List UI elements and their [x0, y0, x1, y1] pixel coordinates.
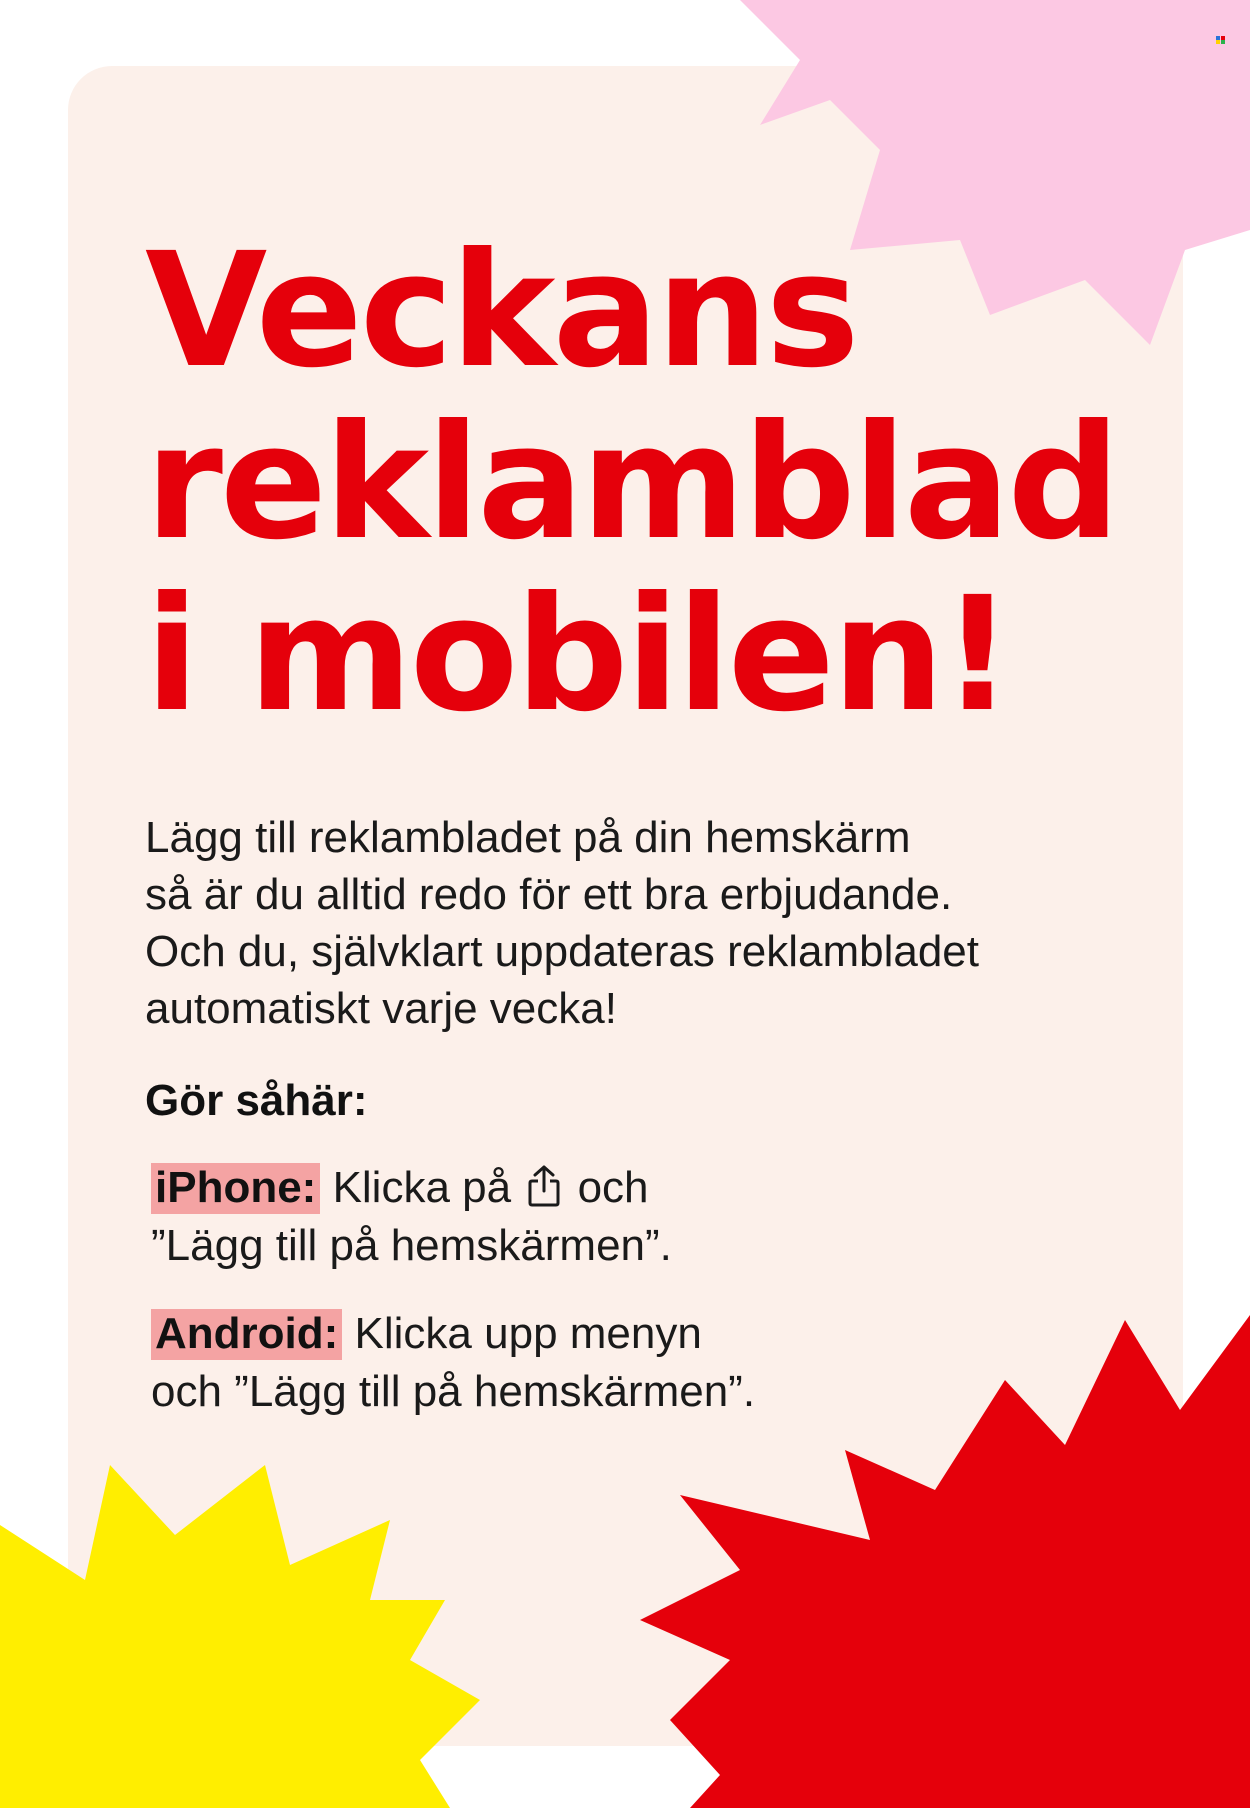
intro-line-3: Och du, självklart uppdateras reklambladet — [145, 927, 979, 976]
android-label: Android: — [151, 1309, 342, 1360]
android-line-2: och ”Lägg till på hemskärmen”. — [151, 1367, 756, 1416]
iphone-text-before-icon: Klicka på — [332, 1163, 512, 1212]
corner-logo — [1216, 36, 1226, 44]
iphone-line-1 — [151, 1159, 1085, 1217]
android-instructions — [151, 1305, 1085, 1421]
headline-line-2: reklamblad — [145, 391, 1118, 575]
android-line-1 — [151, 1305, 1085, 1363]
share-icon — [527, 1164, 561, 1208]
android-text: Klicka upp menyn — [354, 1309, 702, 1358]
iphone-line-2: ”Lägg till på hemskärmen”. — [151, 1221, 672, 1270]
iphone-instructions — [151, 1159, 1085, 1275]
intro-line-2: så är du alltid redo för ett bra erbjudande. — [145, 870, 953, 919]
iphone-text-after-icon: och — [577, 1163, 649, 1212]
iphone-label: iPhone: — [151, 1163, 320, 1214]
page-headline — [145, 219, 1118, 747]
intro-line-4: automatiskt varje vecka! — [145, 984, 617, 1033]
howto-title: Gör såhär: — [145, 1076, 368, 1125]
main-content — [145, 219, 1118, 1421]
headline-line-3: i mobilen! — [145, 563, 1011, 747]
intro-paragraph — [145, 809, 1105, 1037]
headline-line-1: Veckans — [145, 219, 857, 403]
intro-line-1: Lägg till reklambladet på din hemskärm — [145, 813, 911, 862]
